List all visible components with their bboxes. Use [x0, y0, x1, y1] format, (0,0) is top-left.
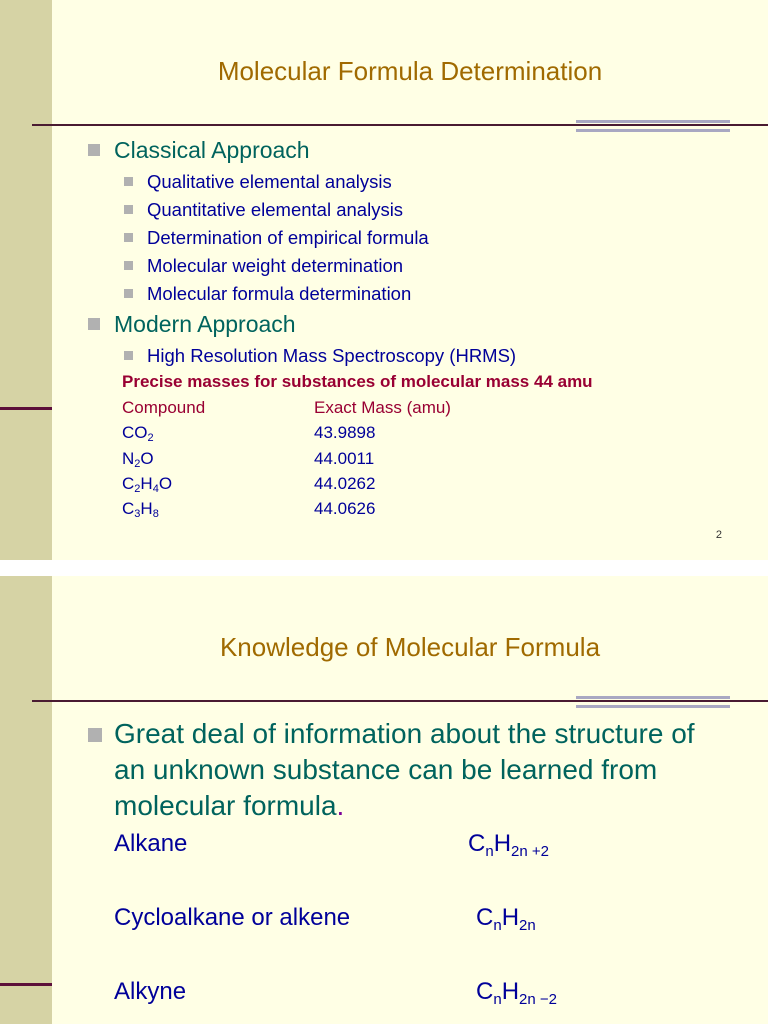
sidebar-accent-line: [0, 407, 52, 410]
bullet-classical-approach: [88, 137, 310, 164]
table-cell-compound: $N_2O$: [122, 449, 154, 470]
table-cell-mass: 44.0626: [314, 499, 376, 518]
sub-bullet: [124, 199, 403, 221]
page-number: 2: [715, 529, 722, 541]
table-cell-mass: 44.0011: [314, 449, 375, 468]
family-formula-alkyne: $C_nH_{2n -2}$: [476, 978, 557, 1008]
sub-bullet-label: Molecular formula determination: [147, 283, 412, 304]
title-rule: [32, 124, 768, 126]
slide-separator: [0, 560, 768, 576]
family-name-alkyne: Alkyne: [114, 978, 187, 1005]
title-rule-accent: [576, 696, 730, 699]
sub-bullet-label: Quantitative elemental analysis: [147, 199, 404, 220]
sub-bullet: [124, 171, 392, 193]
title-rule-accent: [576, 129, 730, 132]
square-bullet-icon: [88, 144, 100, 156]
table-cell-compound: $CO_2$: [122, 423, 154, 444]
square-bullet-icon: [88, 728, 102, 742]
family-formula-alkane: $C_nH_{2n +2}$: [468, 830, 549, 860]
table-cell-compound: $C_3H_8$: [122, 499, 159, 520]
bullet-modern-approach: [88, 311, 296, 338]
sidebar-accent-line: [0, 983, 52, 986]
bullet-label: Classical Approach: [114, 137, 310, 163]
sub-bullet: [124, 283, 411, 305]
square-bullet-icon: [124, 351, 133, 360]
table-cell-compound: $C_2H_4O$: [122, 474, 173, 495]
sub-bullet-label: Qualitative elemental analysis: [147, 171, 392, 192]
sub-bullet: [124, 345, 516, 367]
main-bullet-text: Great deal of information about the structure of an unknown substance can be learned from molecular formula.: [114, 718, 695, 821]
table-header-mass: Exact Mass (amu): [314, 398, 451, 417]
square-bullet-icon: [124, 205, 133, 214]
family-name-alkane: Alkane: [114, 830, 188, 857]
slide-2-sidebar: [0, 576, 52, 1024]
title-rule-accent: [576, 120, 730, 123]
slide-1-title: Molecular Formula Determination: [217, 56, 603, 86]
table-caption: Precise masses for substances of molecular mass 44 amu: [122, 372, 593, 391]
square-bullet-icon: [124, 233, 133, 242]
sub-bullet-label: Molecular weight determination: [147, 255, 404, 276]
sub-bullet: [124, 255, 403, 277]
main-bullet: [88, 716, 708, 824]
title-rule: [32, 700, 768, 702]
table-cell-mass: 43.9898: [314, 423, 376, 442]
family-formula-cycloalkane: $C_nH_{2n}$: [476, 904, 536, 934]
slide-1-sidebar: [0, 0, 52, 560]
title-rule-accent: [576, 705, 730, 708]
sub-bullet-label: High Resolution Mass Spectroscopy (HRMS): [147, 345, 517, 366]
square-bullet-icon: [124, 261, 133, 270]
square-bullet-icon: [124, 289, 133, 298]
square-bullet-icon: [124, 177, 133, 186]
table-cell-mass: 44.0262: [314, 474, 376, 493]
square-bullet-icon: [88, 318, 100, 330]
sub-bullet: [124, 227, 429, 249]
bullet-label: Modern Approach: [114, 311, 296, 337]
table-header-compound: Compound: [122, 398, 206, 417]
slide-2-title: Knowledge of Molecular Formula: [219, 632, 601, 662]
sub-bullet-label: Determination of empirical formula: [147, 227, 429, 248]
family-name-cycloalkane: Cycloalkane or alkene: [114, 904, 351, 931]
